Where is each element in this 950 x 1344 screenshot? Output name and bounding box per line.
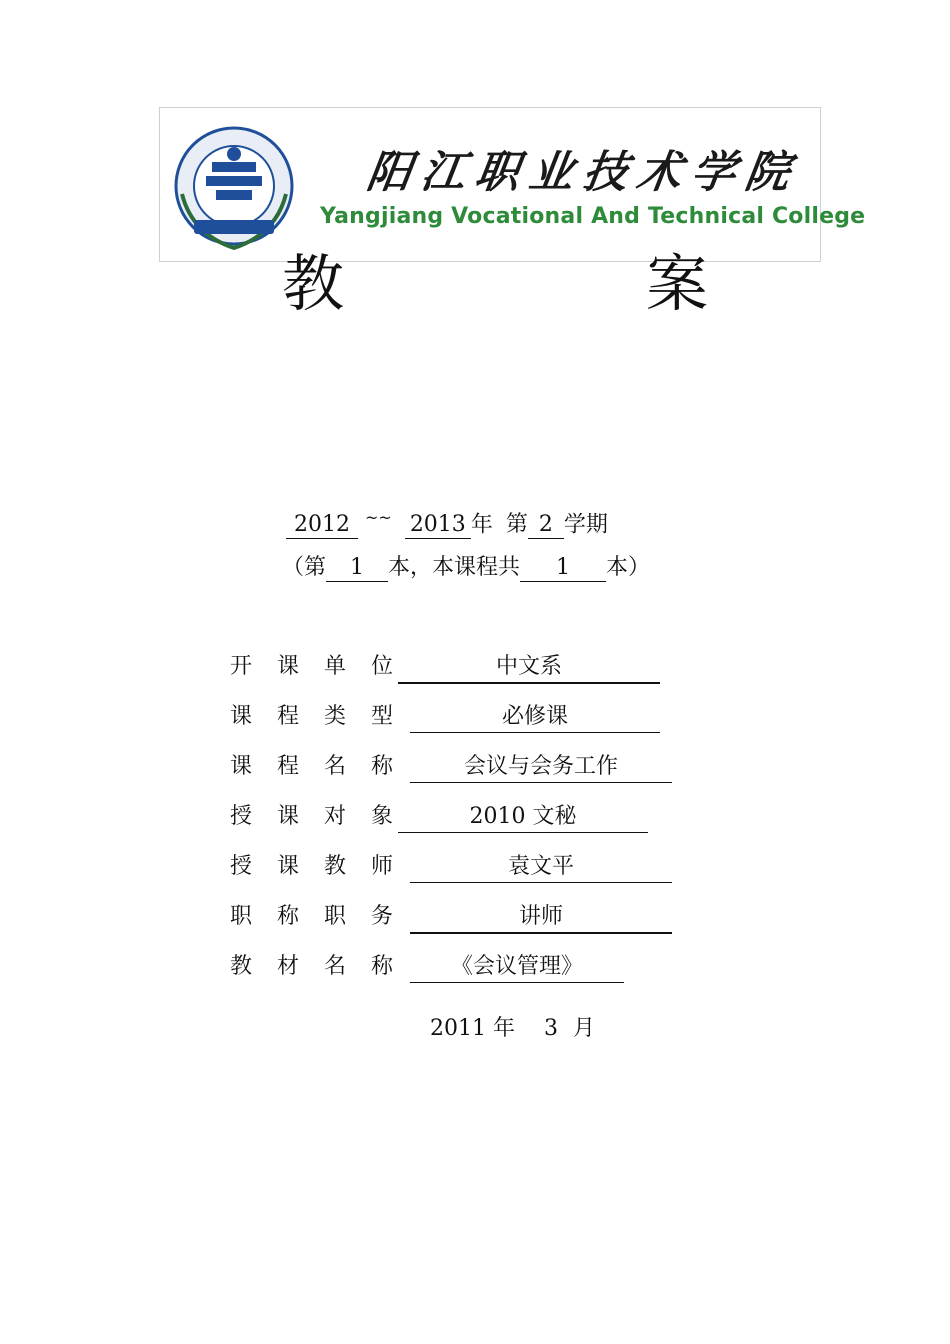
- volume-current: 1: [326, 555, 388, 582]
- field-value: 讲师: [410, 902, 672, 934]
- title-char-1: 教: [282, 247, 345, 320]
- field-value: 《会议管理》: [410, 952, 624, 983]
- term-suffix: 学期: [563, 512, 608, 538]
- volume-total: 1: [520, 555, 606, 582]
- college-name-chinese: 阳江职业技术学院: [363, 147, 803, 198]
- field-row-textbook: [230, 952, 583, 986]
- field-row-title: [230, 902, 563, 936]
- field-label: 课程类型: [230, 704, 419, 729]
- date-year-suffix: 年: [493, 1016, 516, 1041]
- volume-close: 本）: [606, 555, 651, 580]
- field-value: 必修课: [410, 702, 660, 733]
- year-suffix: 年: [470, 512, 493, 538]
- field-row-course-name: [230, 752, 618, 786]
- college-banner: [159, 107, 866, 262]
- term-number: 2: [528, 512, 564, 539]
- start-year: 2012: [286, 512, 358, 539]
- date-year: 2011: [430, 1016, 486, 1041]
- field-row-teacher: [230, 852, 574, 886]
- field-value: 会议与会务工作: [410, 752, 672, 783]
- title-char-2: 案: [646, 247, 709, 320]
- field-label: 课程名称: [230, 754, 419, 779]
- college-emblem-icon: [172, 124, 296, 256]
- field-row-course-type: [230, 702, 568, 736]
- date-month: 3: [544, 1016, 559, 1041]
- field-label: 开课单位: [230, 654, 419, 679]
- field-label: 授课教师: [230, 854, 419, 879]
- field-label: 职称职务: [230, 904, 419, 929]
- volume-line: [282, 554, 650, 582]
- document-date: [430, 1014, 595, 1044]
- volume-middle: 本，本课程共: [388, 555, 521, 580]
- field-label: 教材名称: [230, 954, 419, 979]
- field-value: 袁文平: [410, 852, 672, 883]
- field-row-audience: [230, 802, 577, 836]
- end-year: 2013: [405, 512, 471, 539]
- date-month-suffix: 月: [573, 1016, 596, 1041]
- college-name-english: Yangjiang Vocational And Technical College: [320, 204, 866, 229]
- field-value: 中文系: [398, 652, 660, 684]
- term-prefix: 第: [505, 512, 528, 538]
- year-separator: ~~: [365, 508, 392, 527]
- field-row-department: [230, 652, 562, 686]
- volume-open: （第: [282, 555, 327, 580]
- field-label: 授课对象: [230, 804, 419, 829]
- field-value: 2010 文秘: [398, 802, 648, 833]
- semester-line: [286, 504, 608, 539]
